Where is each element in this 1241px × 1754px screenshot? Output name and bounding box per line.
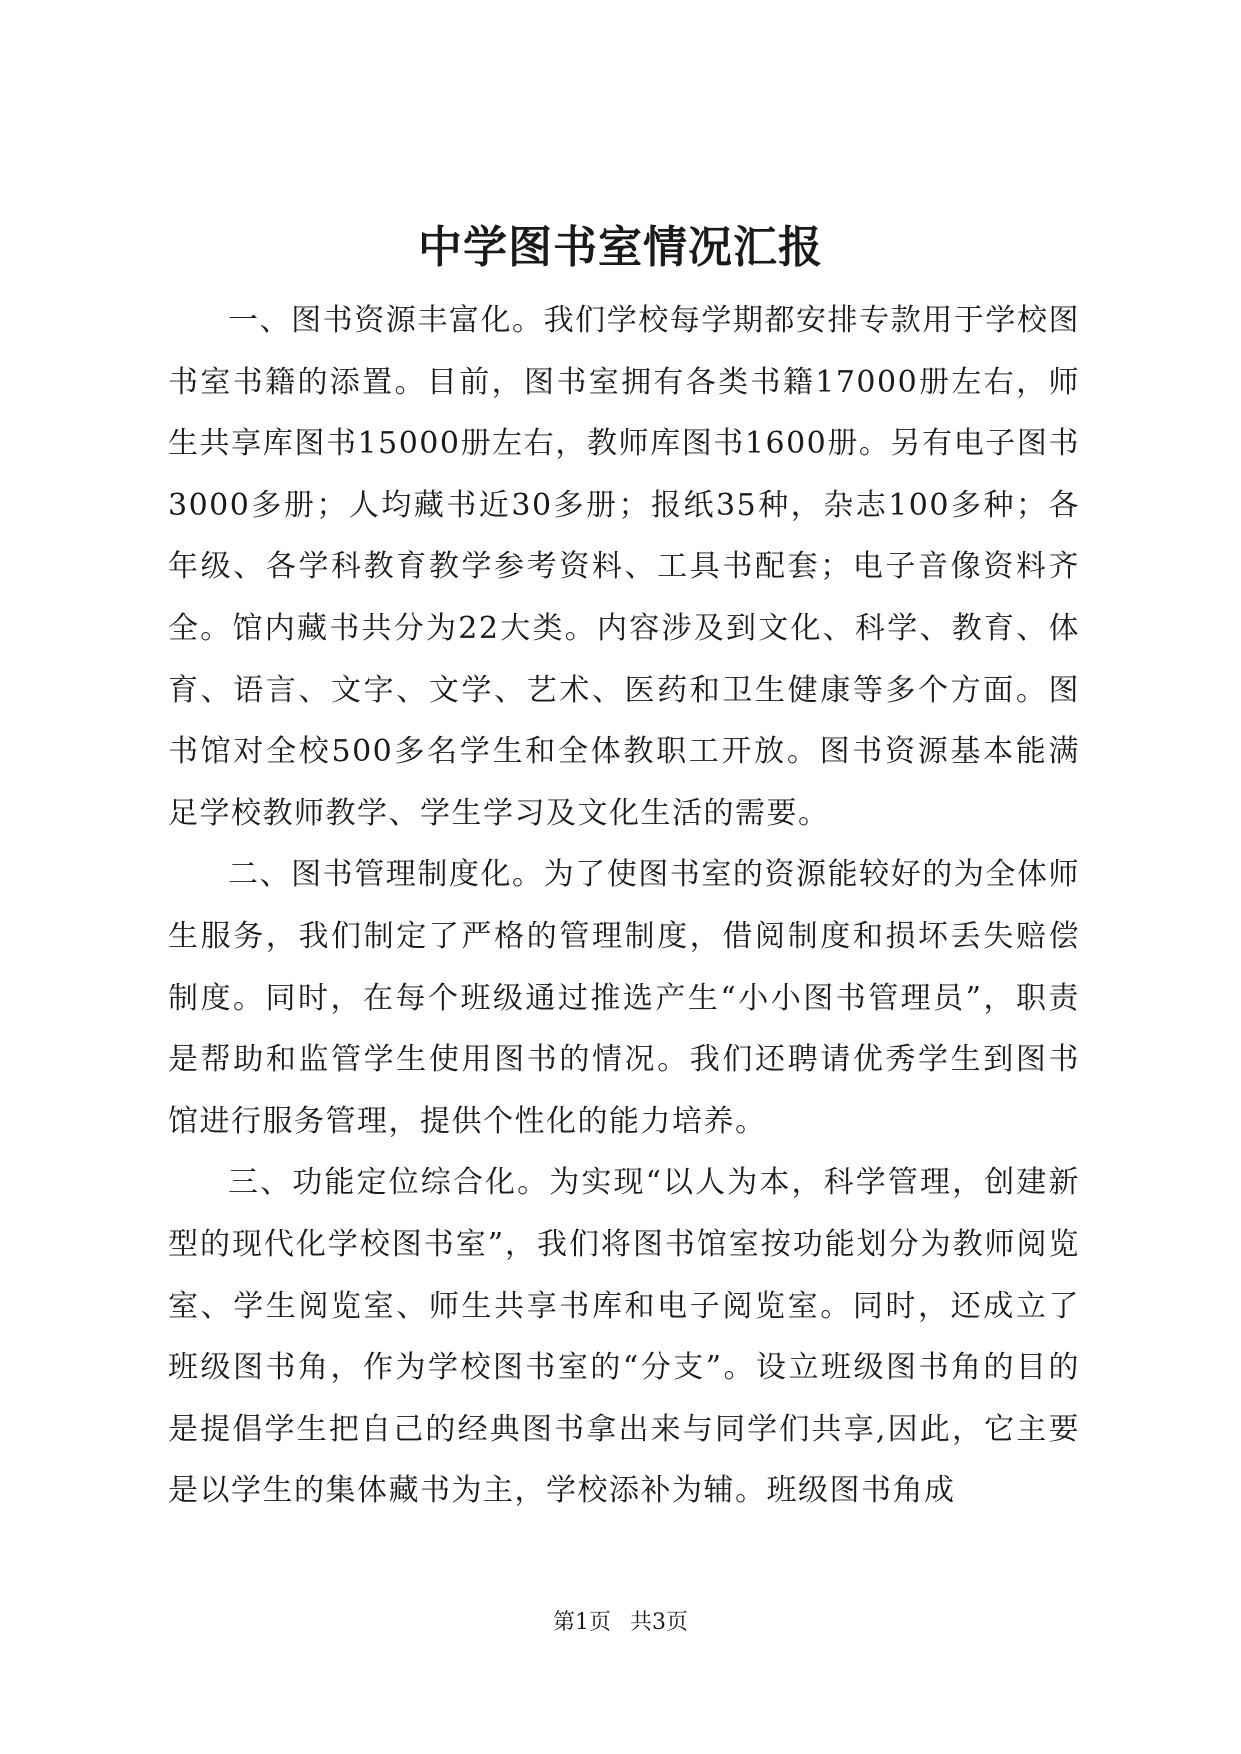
- page-footer: [0, 1608, 1241, 1638]
- document-body: [168, 290, 1080, 1522]
- page-total: 共3页: [630, 1610, 688, 1635]
- paragraph-resources: 一、图书资源丰富化。我们学校每学期都安排专款用于学校图书室书籍的添置。目前，图书室拥有各类书籍17000册左右，师生共享库图书15000册左右，教师库图书1600册。另有电子图书3000多册；人均藏书近30多册；报纸35种，杂志100多种；各年级、各学科教育教学参考资料、工具书配套；电子音像资料齐全。馆内藏书共分为22大类。内容涉及到文化、科学、教育、体育、语言、文字、文学、艺术、医药和卫生健康等多个方面。图书馆对全校500多名学生和全体教职工开放。图书资源基本能满足学校教师教学、学生学习及文化生活的需要。: [168, 303, 1080, 831]
- document-title: 中学图书室情况汇报: [418, 222, 823, 273]
- page-number: 第1页: [553, 1610, 611, 1635]
- paragraph-functions: 三、功能定位综合化。为实现“以人为本，科学管理，创建新型的现代化学校图书室”，我们将图书馆室按功能划分为教师阅览室、学生阅览室、师生共享书库和电子阅览室。同时，还成立了班级图书角，作为学校图书室的“分支”。设立班级图书角的目的是提倡学生把自己的经典图书拿出来与同学们共享,因此，它主要是以学生的集体藏书为主，学校添补为辅。班级图书角成: [168, 1165, 1080, 1509]
- paragraph-management: 二、图书管理制度化。为了使图书室的资源能较好的为全体师生服务，我们制定了严格的管理制度，借阅制度和损坏丢失赔偿制度。同时，在每个班级通过推选产生“小小图书管理员”，职责是帮助和监管学生使用图书的情况。我们还聘请优秀学生到图书馆进行服务管理，提供个性化的能力培养。: [168, 857, 1080, 1139]
